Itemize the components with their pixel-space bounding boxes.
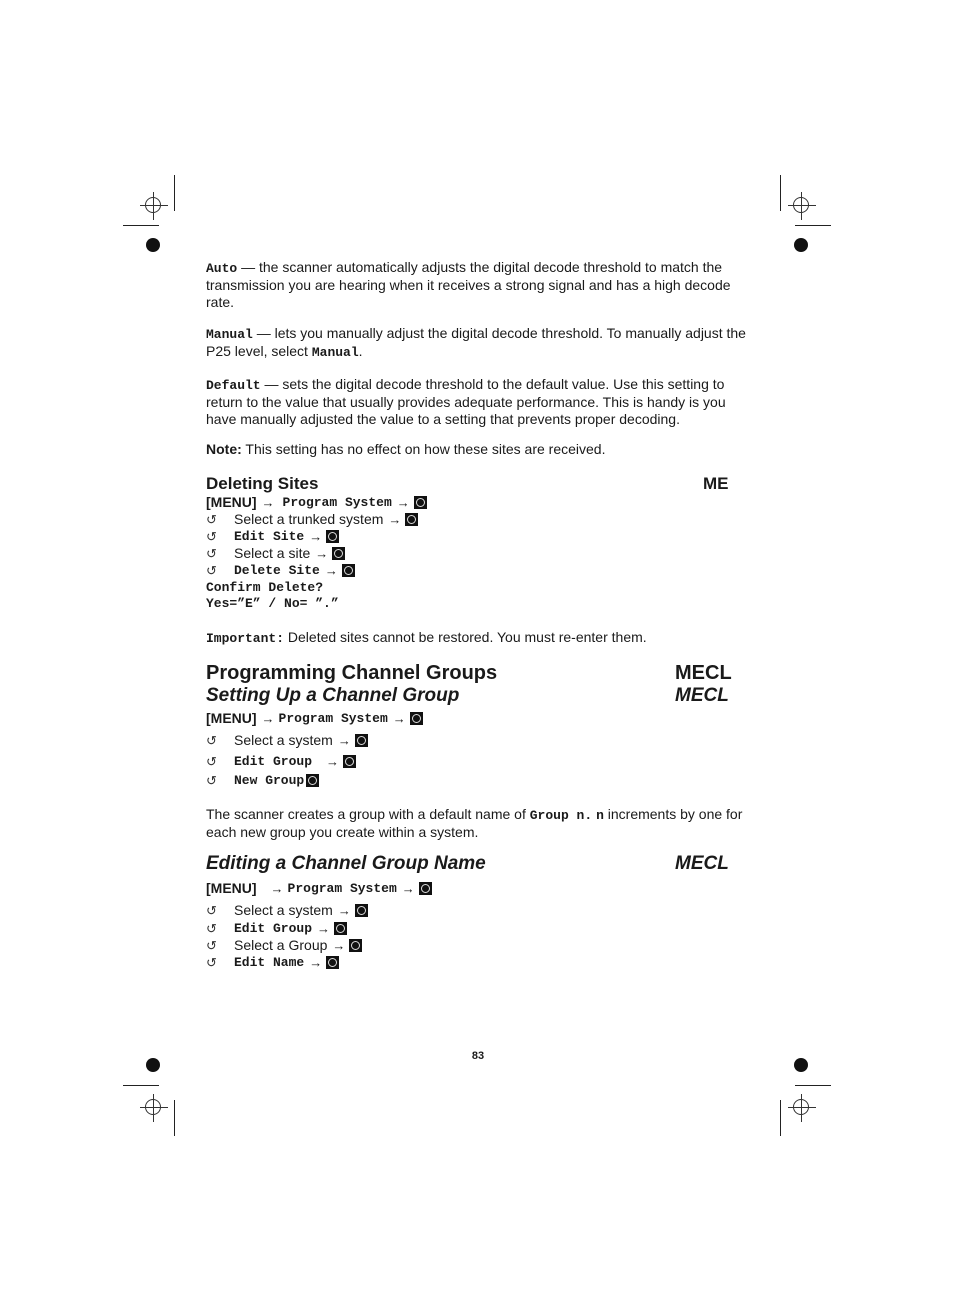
rotate-icon: ↺ bbox=[206, 733, 217, 748]
scroll-knob-icon bbox=[355, 904, 368, 917]
auto-term: Auto bbox=[206, 261, 238, 276]
step-label: New Group bbox=[234, 773, 305, 788]
deleting-step bbox=[206, 562, 355, 579]
confirm-line bbox=[206, 579, 323, 596]
step-label: Edit Group bbox=[234, 921, 313, 936]
page-number: 83 bbox=[471, 1050, 485, 1062]
note-paragraph bbox=[206, 441, 751, 458]
arrow-icon: → bbox=[261, 495, 275, 510]
registration-mark-icon bbox=[793, 197, 809, 213]
editing-step bbox=[206, 920, 347, 937]
step-label: Select a Group bbox=[234, 937, 328, 953]
important-text: Deleted sites cannot be restored. You must re-enter them. bbox=[284, 629, 647, 645]
editing-name-heading: Editing a Channel Group Name bbox=[206, 853, 486, 874]
setting-up-heading: Setting Up a Channel Group bbox=[206, 685, 460, 706]
registration-mark-icon bbox=[145, 1099, 161, 1115]
rotate-icon: ↺ bbox=[206, 903, 217, 918]
rotate-icon: ↺ bbox=[206, 529, 217, 544]
rotate-icon: ↺ bbox=[206, 546, 217, 561]
arrow-icon: → bbox=[388, 512, 402, 527]
rotate-icon: ↺ bbox=[206, 921, 217, 936]
note-text: This setting has no effect on how these sites are received. bbox=[241, 441, 606, 457]
step-label: Edit Name bbox=[234, 955, 305, 970]
step-label: Select a system bbox=[234, 732, 333, 748]
step-label: Edit Site bbox=[234, 529, 305, 544]
step-label: Select a trunked system bbox=[234, 511, 384, 527]
default-text: — sets the digital decode threshold to the default value. Use this setting to return to the value that usually provides adequate performance. This is handy is you have manually adjusted the value to a setting that prevents proper decoding. bbox=[206, 376, 726, 427]
scroll-knob-icon bbox=[326, 956, 339, 969]
deleting-sites-heading: Deleting Sites bbox=[206, 474, 319, 493]
deleting-step bbox=[206, 528, 339, 545]
editing-step bbox=[206, 937, 362, 954]
setting-step bbox=[206, 732, 368, 749]
arrow-icon: → bbox=[270, 881, 284, 896]
setting-menu-path bbox=[206, 710, 423, 727]
arrow-icon: → bbox=[309, 529, 323, 544]
registration-dot-icon bbox=[794, 238, 808, 252]
scroll-knob-icon bbox=[343, 755, 356, 768]
auto-text: — the scanner automatically adjusts the digital decode threshold to match the transmission you are hearing when it receives a strong signal and has a high decode rate. bbox=[206, 259, 731, 310]
step-label: Delete Site bbox=[234, 563, 320, 578]
scroll-knob-icon bbox=[419, 882, 432, 895]
scroll-knob-icon bbox=[414, 496, 427, 509]
crop-mark bbox=[780, 175, 781, 211]
manual-end: . bbox=[358, 343, 363, 359]
scroll-knob-icon bbox=[405, 513, 418, 526]
arrow-icon: → bbox=[332, 938, 346, 953]
editing-step bbox=[206, 902, 368, 919]
scroll-knob-icon bbox=[349, 939, 362, 952]
rotate-icon: ↺ bbox=[206, 754, 217, 769]
confirm-text: Confirm Delete? bbox=[206, 580, 324, 595]
scroll-knob-icon bbox=[342, 564, 355, 577]
rotate-icon: ↺ bbox=[206, 938, 217, 953]
step-label: Select a site bbox=[234, 545, 311, 561]
deleting-menu-path bbox=[206, 494, 427, 511]
important-label: Important: bbox=[206, 631, 285, 646]
setting-step bbox=[206, 753, 356, 770]
scroll-knob-icon bbox=[332, 547, 345, 560]
rotate-icon: ↺ bbox=[206, 563, 217, 578]
registration-dot-icon bbox=[794, 1058, 808, 1072]
editing-name-tag: MECL bbox=[675, 853, 729, 874]
scroll-knob-icon bbox=[334, 922, 347, 935]
menu-key: [MENU] bbox=[206, 494, 257, 510]
setting-up-tag: MECL bbox=[675, 685, 729, 706]
default-term: Default bbox=[206, 378, 261, 393]
arrow-icon: → bbox=[317, 921, 331, 936]
step-label: Select a system bbox=[234, 902, 333, 918]
crop-mark bbox=[174, 1100, 175, 1136]
desc-mono: Group n. bbox=[529, 808, 593, 823]
default-paragraph bbox=[206, 376, 751, 428]
crop-mark bbox=[795, 225, 831, 226]
registration-mark-icon bbox=[793, 1099, 809, 1115]
arrow-icon: → bbox=[324, 563, 338, 578]
menu-key: [MENU] bbox=[206, 880, 257, 896]
scroll-knob-icon bbox=[355, 734, 368, 747]
crop-mark bbox=[123, 1085, 159, 1086]
arrow-icon: → bbox=[401, 881, 415, 896]
registration-dot-icon bbox=[146, 1058, 160, 1072]
deleting-step bbox=[206, 545, 345, 562]
rotate-icon: ↺ bbox=[206, 512, 217, 527]
arrow-icon: → bbox=[392, 711, 406, 726]
desc-mono-2: n bbox=[596, 808, 604, 823]
manual-paragraph bbox=[206, 325, 751, 361]
editing-menu-path bbox=[206, 880, 432, 897]
rotate-icon: ↺ bbox=[206, 773, 217, 788]
arrow-icon: → bbox=[337, 903, 351, 918]
auto-paragraph bbox=[206, 259, 751, 311]
important-paragraph bbox=[206, 629, 751, 647]
arrow-icon: → bbox=[261, 711, 275, 726]
group-default-name-paragraph bbox=[206, 806, 751, 841]
scroll-knob-icon bbox=[306, 774, 319, 787]
crop-mark bbox=[795, 1085, 831, 1086]
registration-dot-icon bbox=[146, 238, 160, 252]
crop-mark bbox=[780, 1100, 781, 1136]
rotate-icon: ↺ bbox=[206, 955, 217, 970]
arrow-icon: → bbox=[315, 546, 329, 561]
yes-no-line bbox=[206, 595, 339, 612]
desc-post: increments by one for each new group you create within a system. bbox=[206, 806, 743, 840]
program-system-label: Program System bbox=[287, 881, 397, 896]
editing-step bbox=[206, 954, 339, 971]
crop-mark bbox=[174, 175, 175, 211]
crop-mark bbox=[123, 225, 159, 226]
manual-term: Manual bbox=[206, 327, 253, 342]
registration-mark-icon bbox=[145, 197, 161, 213]
arrow-icon: → bbox=[326, 754, 340, 769]
deleting-step bbox=[206, 511, 418, 528]
manual-text: — lets you manually adjust the digital decode threshold. To manually adjust the P25 level, select bbox=[206, 325, 746, 359]
programming-groups-heading: Programming Channel Groups bbox=[206, 662, 498, 684]
setting-step bbox=[206, 772, 319, 789]
scroll-knob-icon bbox=[410, 712, 423, 725]
step-label: Edit Group bbox=[234, 754, 313, 769]
arrow-icon: → bbox=[396, 495, 410, 510]
menu-key: [MENU] bbox=[206, 710, 257, 726]
note-label: Note: bbox=[206, 441, 242, 457]
program-system-label: Program System bbox=[278, 711, 388, 726]
arrow-icon: → bbox=[309, 955, 323, 970]
deleting-sites-tag: ME bbox=[703, 474, 729, 493]
manual-term-2: Manual bbox=[311, 345, 359, 360]
scroll-knob-icon bbox=[326, 530, 339, 543]
yes-no-text: Yes=”E” / No= ”.” bbox=[206, 596, 339, 611]
desc-pre: The scanner creates a group with a default name of bbox=[206, 806, 530, 822]
arrow-icon: → bbox=[337, 733, 351, 748]
program-system-label: Program System bbox=[282, 495, 392, 510]
programming-groups-tag: MECL bbox=[675, 662, 732, 684]
